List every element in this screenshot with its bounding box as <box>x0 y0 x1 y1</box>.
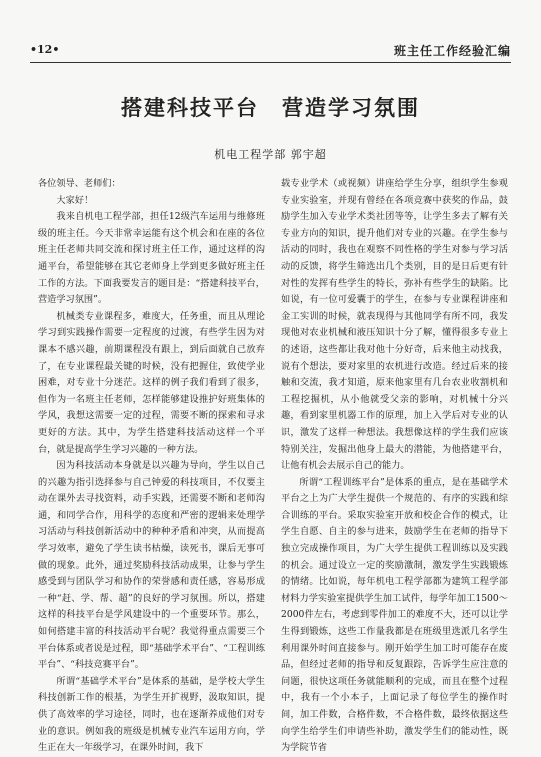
page-number: •12• <box>30 43 60 56</box>
header-rule <box>30 62 511 63</box>
paragraph: 机械类专业课程多，难度大，任务重，而且从理论学习到实践操作需要一定程度的过渡，有些学生因为对课本不感兴趣，前期课程没有跟上，到后面就自己放弃了，在专业课程最关键的时候，没有把握住，致使学业困难，对专业十分迷茫。这样的例子我们看到了很多，但作为一名班主任老师，怎样能够建设推护好班集体的学风，我想这需要一定的过程，需要不断的探索和寻求更好的方法。其中，为学生搭建科技活动这样一个平台，就是提高学生学习兴趣的一种方法。 <box>38 310 265 455</box>
right-column <box>281 176 508 757</box>
paragraph: 载专业学术（或视频）讲座给学生分享，组织学生参观专业实验室，并现有曾经在各项竞赛中获奖的作品，鼓励学生加入专业学术类社团等等，让学生多去了解有关专业方向的知识，提升他们对专业的兴趣。在学生参与活动的同时，我也在观察不同性格的学生对参与学习活动的反馈，将学生筛选出几个类别，目的是日后更有针对性的发挥有些学生的特长，弥补有些学生的缺陷。比如说，有一位可爱囊于的学生，在参与专业课程讲座和金工实训的时候，就表现得与其他同学有所不同，我发现他对农业机械和液压知识十分了解，懂得很多专业上的述语，这些都让我对他十分好奇，后来他主动找我，说有个想法，要对家里的农机进行改造。经过后来的接触和交流，我才知道，原来他家里有几台农业收割机和工程挖掘机，从小他就受父亲的影响，对机械十分兴趣，看到家里机器工作的原理，加上入学后对专业的认识，激发了这样一种想法。我想像这样的学生我们应该特别关注，发掘出他身上最大的潜能，为他搭建平台，让他有机会去展示自己的能力。 <box>281 178 508 472</box>
paragraph: 各位领导、老师们： <box>38 178 121 189</box>
page-header <box>30 40 511 60</box>
article-title: 搭建科技平台 营造学习氛围 <box>121 96 420 120</box>
paragraph: 大家好！ <box>56 194 94 206</box>
paragraph: 我来自机电工程学部，担任12级汽车运用与维修班级的班主任。今天非常幸运能有这个机会和在座的各位班主任老师共同交流和探讨班主任工作，通过这样的沟通平台，希望能够在其它老师身上学到更多做好班主任工作的方法。下面我要发言的题目是：“搭建科技平台，营造学习氛围”。 <box>38 211 265 306</box>
running-title: 班主任工作经验汇编 <box>393 44 511 58</box>
paragraph: 因为科技活动本身就是以兴趣为导向，学生以自己的兴趣为指引选择参与自己钟爱的科技项目，不仅要主动在课外去寻找资料，动手实践，还需要不断和老师沟通，和同学合作，用科学的态度和严密的逻辑来处理学习活动与科技创新活动中的种种矛盾和冲突，从而提高学习效率，避免了学生读书枯燥，读死书，课后无事可做的现象。此外，通过奖励科技活动成果，让参与学生感受到与团队学习和协作的荣誉感和责任感，容易形成一种“赶、学、帮、超”的良好的学习氛围。所以，搭建这样的科技平台是学风建设中的一个重要环节。那么，如何搭建丰富的科技活动平台呢？我觉得重点需要三个平台体系或者说是过程，即“基础学术平台”、“工程训练平台”、“科技竞赛平台”。 <box>38 460 265 671</box>
article-byline: 机电工程学部 郭宇超 <box>214 148 327 161</box>
paragraph: 所谓“基础学术平台”是体系的基础，是学校大学生科技创新工作的根基，为学生开扩视野，汲取知识，提供了高效率的学习途径，同时，也在逐渐养成他们对专业的意识。例如我的班级是机械专业汽车运用方向，学生正在大一年级学习，在课外时间，我下 <box>38 675 265 754</box>
left-column <box>38 176 265 757</box>
paragraph: 所谓“工程训练平台”是体系的重点，是在基础学术平台之上为广大学生提供一个规范的、有序的实践和综合训练的平台。采取实验室开放和校企合作的模式，让学生自愿、自主的参与进来，鼓励学生在老师的指导下独立完成操作项目，为广大学生提供工程训练以及实践的机会。通过设立一定的奖励激制，激发学生实践锻炼的情绪。比如说，每年机电工程学部都为建筑工程学部材料力学实验室提供学生加工试件，每学年加工1500～2000件左右，考虑到零件加工的难度不大，还可以让学生得到锻炼，这些工作量我都是在班级里选派几名学生利用课外时间直接参与。刚开始学生加工时可能存在废品，但经过老师的指导和反复跟踪，告诉学生应注意的问题，很快这项任务就能顺利的完成，而且在整个过程中，我有一个小本子，上面记录了每位学生的操作时间，加工件数，合格件数，不合格件数，最终依据这些向学生给学生们申请些补助，激发学生们的能动性，既为学院节省 <box>281 476 508 754</box>
